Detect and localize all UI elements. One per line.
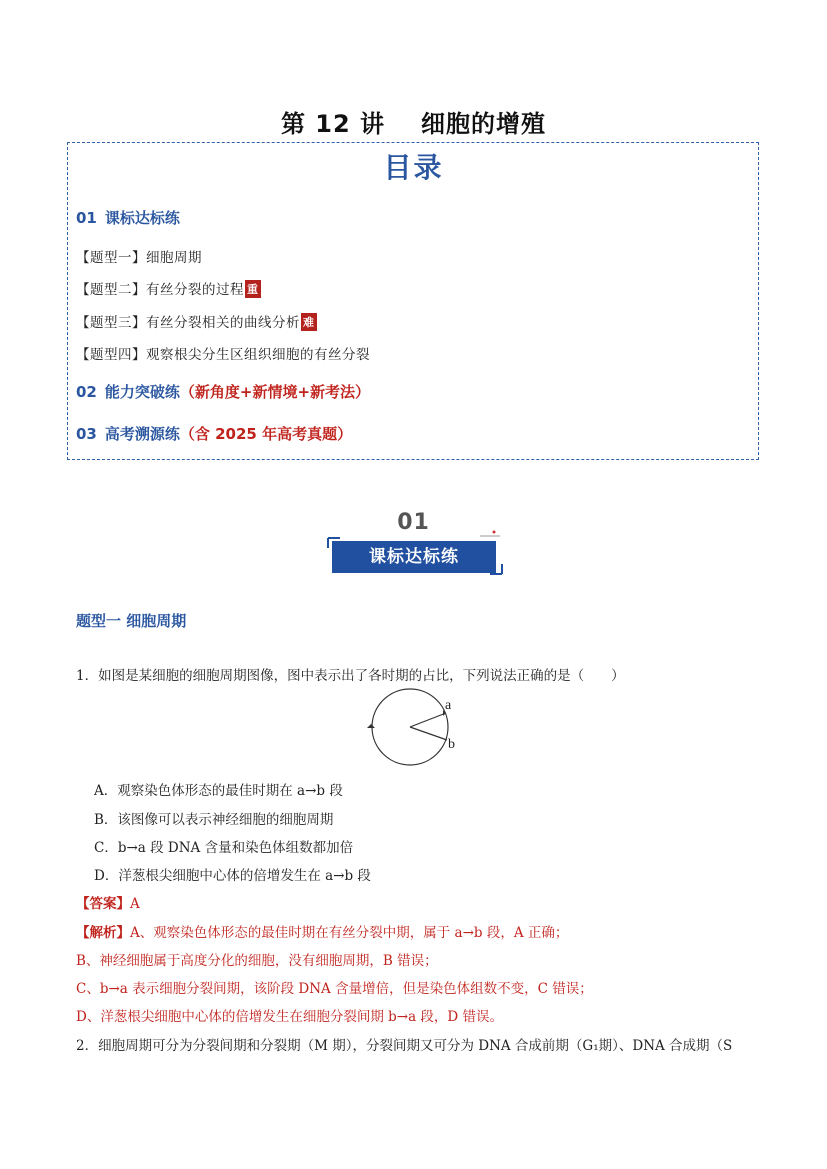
cell-cycle-diagram (360, 688, 470, 768)
label-b: b (448, 737, 455, 752)
toc-section-03[interactable]: 03 高考溯源练（含 2025 年高考真题） (76, 425, 353, 443)
answer-value: A (130, 896, 140, 912)
toc-heading: 目录 (383, 151, 444, 184)
analysis-line-1: 【解析】A、观察染色体形态的最佳时期在有丝分裂中期，属于 a→b 段，A 正确； (76, 925, 569, 941)
lecture-number: 第 12 讲 (280, 110, 386, 138)
toc-item-type2[interactable]: 【题型二】有丝分裂的过程 重 (76, 282, 259, 298)
question-1-stem: 1．如图是某细胞的细胞周期图像，图中表示出了各时期的占比，下列说法正确的是（ ） (76, 668, 625, 684)
hard-badge: 难 (301, 313, 317, 331)
toc-item-type1[interactable]: 【题型一】细胞周期 (76, 250, 202, 266)
toc-item-type4[interactable]: 【题型四】观察根尖分生区组织细胞的有丝分裂 (76, 347, 370, 363)
label-a: a (445, 698, 452, 713)
option-b: B．该图像可以表示神经细胞的细胞周期 (94, 812, 334, 828)
section-title: 题型一 细胞周期 (76, 612, 187, 630)
analysis-line-2: B、神经细胞属于高度分化的细胞，没有细胞周期，B 错误； (76, 953, 438, 969)
answer-line: 【答案】A (76, 896, 140, 912)
analysis-line-4: D、洋葱根尖细胞中心体的倍增发生在细胞分裂间期 b→a 段，D 错误。 (76, 1009, 504, 1025)
toc-section-02[interactable]: 02 能力突破练（新角度+新情境+新考法） (76, 383, 371, 401)
option-a: A．观察染色体形态的最佳时期在 a→b 段 (94, 783, 343, 799)
document-title (0, 104, 827, 139)
option-c: C．b→a 段 DNA 含量和染色体组数都加倍 (94, 840, 354, 856)
banner-label: 课标达标练 (332, 541, 496, 573)
analysis-line-3: C、b→a 表示细胞分裂间期，该阶段 DNA 含量增倍，但是染色体组数不变，C 错误； (76, 981, 593, 997)
toc-section-01[interactable]: 01 课标达标练 (76, 209, 180, 227)
option-d: D．洋葱根尖细胞中心体的倍增发生在 a→b 段 (94, 868, 371, 884)
question-2-stem: 2．细胞周期可分为分裂间期和分裂期（M 期），分裂间期又可分为 DNA 合成前期（G₁期）、DNA 合成期（S (76, 1038, 733, 1054)
toc-box (67, 142, 759, 460)
key-badge: 重 (245, 280, 261, 298)
banner-number: 01 (397, 510, 430, 535)
toc-item-type3[interactable]: 【题型三】有丝分裂相关的曲线分析 难 (76, 315, 315, 331)
lecture-topic: 细胞的增殖 (421, 110, 547, 138)
